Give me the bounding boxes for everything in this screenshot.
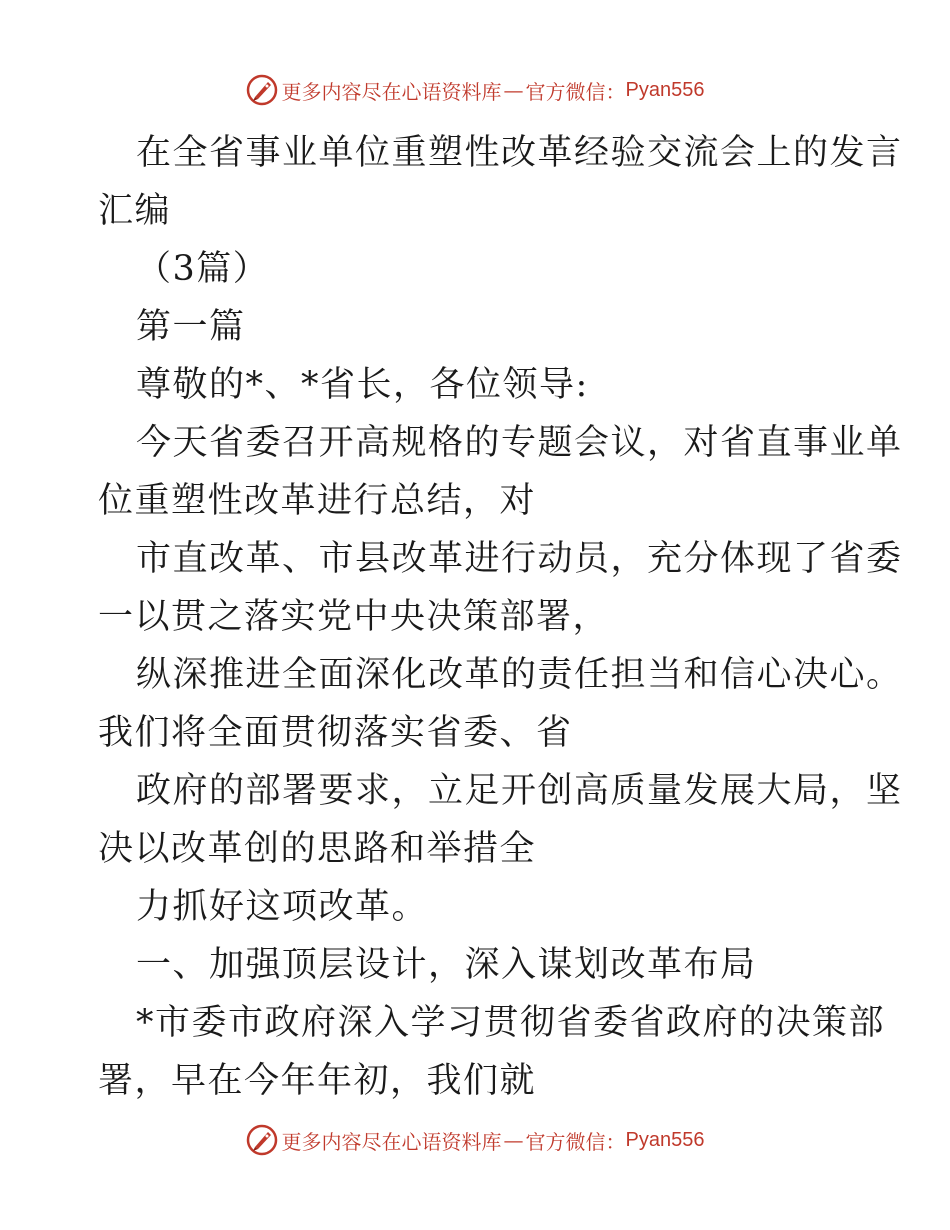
banner-dash: — [503,78,524,102]
quill-pen-logo-icon [246,74,278,106]
banner-official-label: 官方微信： [525,79,626,104]
quill-pen-logo-icon [246,1124,278,1156]
paragraph-line: 纵深推进全面深化改革的责任担当和信心决心。 [136,655,903,695]
banner-main-text: 更多内容尽在心语资料库 [281,1129,502,1154]
paragraph-line: 我们将全面贯彻落实省委、省 [98,713,573,753]
banner-dash: — [503,1128,524,1152]
paragraph-line: 力抓好这项改革。 [136,887,429,927]
paragraph-line: 位重塑性改革进行总结，对 [98,481,537,521]
paragraph-line: 决以改革创的思路和举措全 [98,829,537,869]
banner-wechat-id: Pyan556 [625,78,705,101]
footer-watermark-banner [0,1120,950,1160]
salutation: 尊敬的*、*省长，各位领导: [136,365,589,405]
document-subtitle: （3篇） [136,249,270,289]
paragraph-line: 政府的部署要求，立足开创高质量发展大局，坚 [136,771,903,811]
section-heading: 第一篇 [136,307,246,347]
document-body [98,124,903,1110]
header-watermark-banner [0,70,950,110]
subsection-heading: 一、加强顶层设计，深入谋划改革布局 [136,945,757,985]
paragraph-line: 市直改革、市县改革进行动员，充分体现了省委 [136,539,903,579]
banner-official-label: 官方微信： [525,1129,626,1154]
banner-main-text: 更多内容尽在心语资料库 [281,79,502,104]
paragraph-line: 今天省委召开高规格的专题会议，对省直事业单 [136,423,903,463]
banner-wechat-id: Pyan556 [625,1128,705,1151]
document-title-line-2: 汇编 [98,191,172,231]
paragraph-line: 一以贯之落实党中央决策部署， [98,597,610,637]
document-title-line-1: 在全省事业单位重塑性改革经验交流会上的发言 [136,133,903,173]
paragraph-line: 署，早在今年年初，我们就 [98,1061,537,1101]
paragraph-line: *市委市政府深入学习贯彻省委省政府的决策部 [136,1003,886,1043]
